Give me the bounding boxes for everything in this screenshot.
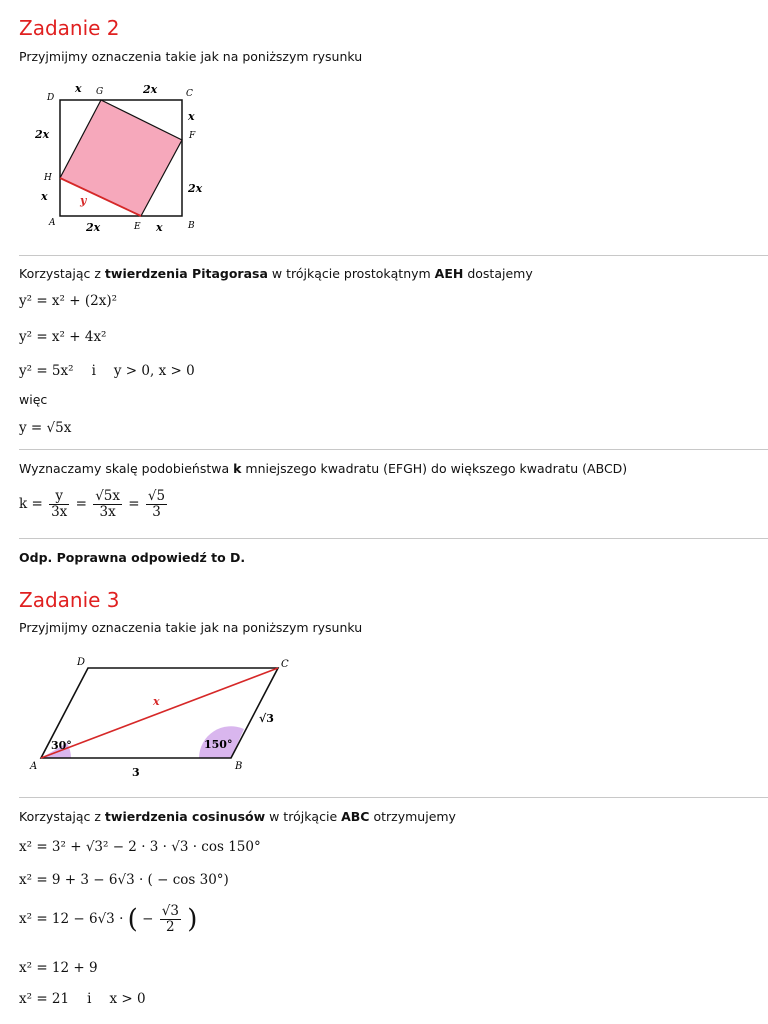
task3-eq2: x² = 9 + 3 − 6√3 · ( − cos 30°) [19, 872, 229, 888]
label-side-bc: √3 [259, 712, 274, 725]
label-angle-b: 150° [204, 738, 233, 751]
label-b: B [188, 221, 195, 231]
label-g: G [96, 87, 104, 97]
task2-eq2: y² = x² + 4x² [19, 329, 107, 345]
label-left-2x: 2x [35, 128, 50, 141]
fraction: $\frac{√3}{2}$ [161, 903, 179, 935]
task2-title: Zadanie 2 [19, 16, 120, 40]
label-top-x: x [75, 82, 82, 95]
task3-eq3: x² = 12 − 6√3 · ( − $\frac{√3}{2}$ ) [19, 903, 198, 935]
task3-step1: Korzystając z twierdzenia cosinusów w trójkącie ABC otrzymujemy [19, 809, 456, 824]
task2-answer: Odp. Poprawna odpowiedź to D. [19, 550, 246, 565]
label-d: D [47, 93, 55, 103]
divider [19, 797, 768, 798]
label-top-2x: 2x [143, 83, 158, 96]
label-b: B [235, 761, 243, 772]
task3-eq4: x² = 12 + 9 [19, 960, 98, 976]
task2-step2: Wyznaczamy skalę podobieństwa k mniejszego kwadratu (EFGH) do większego kwadratu (ABCD) [19, 461, 628, 476]
task3-eq1: x² = 3² + √3² − 2 · 3 · √3 · cos 150° [19, 839, 261, 855]
task2-k-equation: k = $\frac{y}{3x}$ = $\frac{√5x}{3x}$ = $\frac{√5}{3}$ [19, 488, 166, 520]
square-efgh [60, 100, 182, 216]
task3-eq5: x² = 21 i x > 0 [19, 991, 146, 1007]
divider [19, 449, 768, 450]
fraction: $\frac{√5x}{3x}$ [95, 488, 121, 520]
task2-step1: Korzystając z twierdzenia Pitagorasa w trójkącie prostokątnym AEH dostajemy [19, 266, 533, 281]
label-right-x: x [188, 110, 195, 123]
label-right-2x: 2x [188, 182, 203, 195]
label-c: C [281, 659, 289, 670]
label-d: D [77, 657, 86, 668]
label-y: y [80, 194, 87, 207]
label-bottom-2x: 2x [86, 221, 101, 234]
label-left-x: x [41, 190, 48, 203]
task3-figure [19, 652, 319, 782]
task2-wiec: więc [19, 392, 48, 407]
task3-title: Zadanie 3 [19, 588, 120, 612]
fraction: $\frac{√5}{3}$ [147, 488, 166, 520]
label-c: C [186, 89, 193, 99]
label-h: H [44, 173, 52, 183]
fraction: $\frac{y}{3x}$ [51, 488, 68, 520]
task2-figure [19, 80, 219, 240]
label-a: A [49, 218, 56, 228]
label-angle-a: 30° [51, 739, 72, 752]
task2-eq3: y² = 5x² i y > 0, x > 0 [19, 363, 195, 379]
label-a: A [30, 761, 38, 772]
label-side-ab: 3 [132, 766, 140, 779]
task2-eq4: y = √5x [19, 420, 72, 436]
label-e: E [134, 222, 141, 232]
task3-intro: Przyjmijmy oznaczenia takie jak na poniższym rysunku [19, 620, 363, 635]
task2-intro: Przyjmijmy oznaczenia takie jak na poniższym rysunku [19, 49, 363, 64]
divider [19, 255, 768, 256]
label-f: F [189, 131, 196, 141]
diagonal-ac [41, 668, 278, 758]
label-x: x [153, 695, 160, 708]
divider [19, 538, 768, 539]
task2-eq1: y² = x² + (2x)² [19, 293, 118, 309]
label-bottom-x: x [156, 221, 163, 234]
